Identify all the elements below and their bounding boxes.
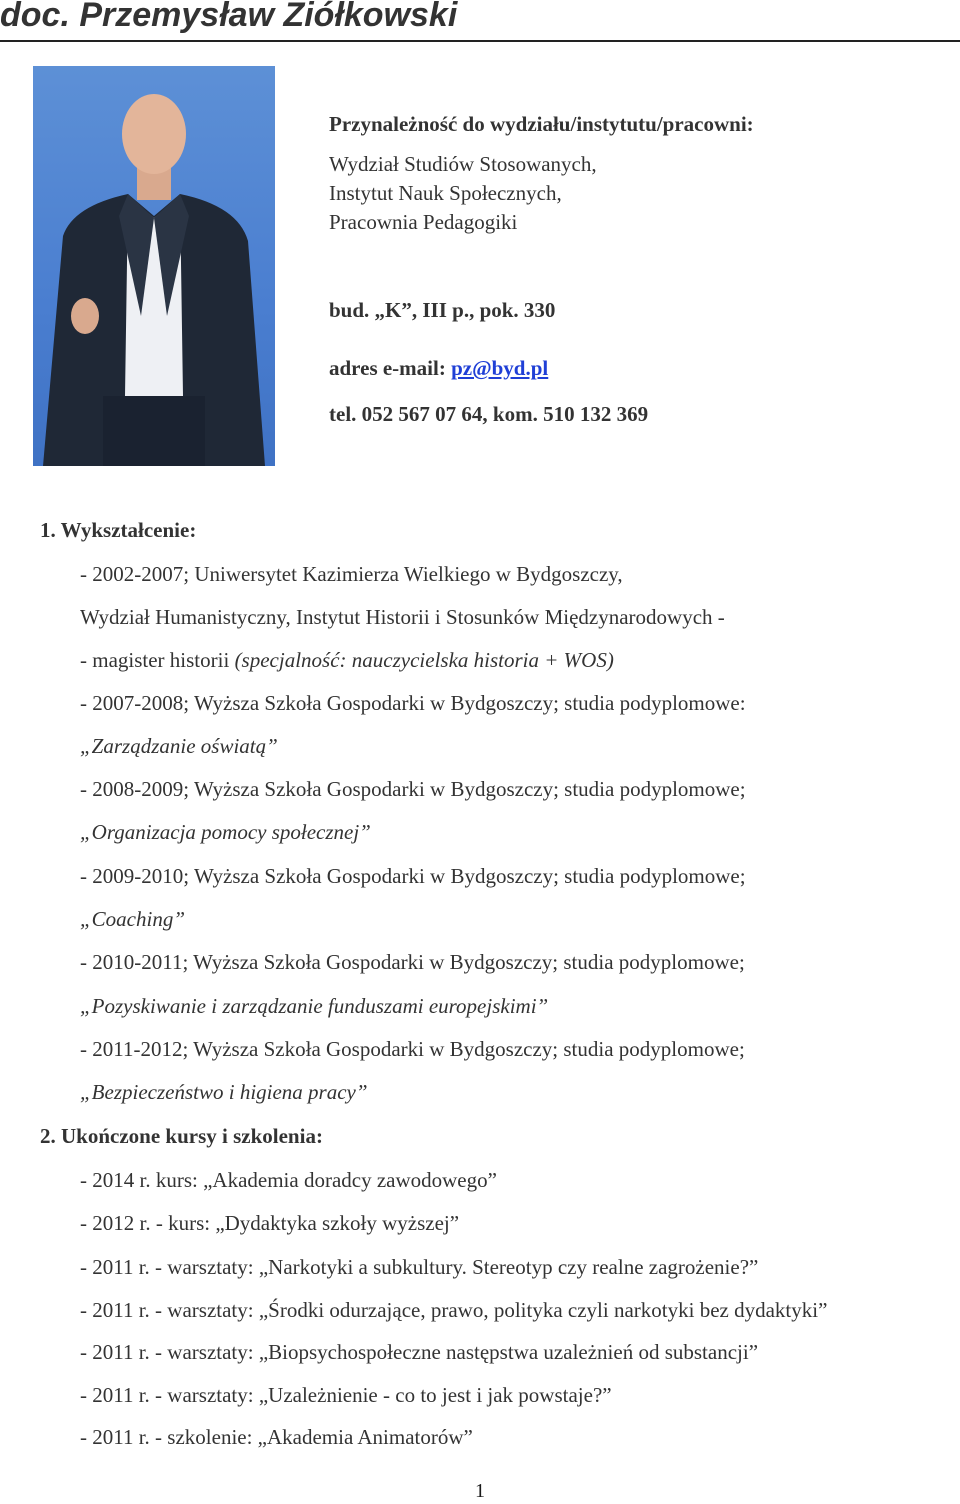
email-link[interactable]: pz@byd.pl — [451, 356, 549, 380]
education-entry-title: „Coaching” — [80, 907, 186, 931]
course-entry: - 2011 r. - warsztaty: „Uzależnienie - co to jest i jak powstaje?” — [80, 1383, 612, 1407]
affiliation-line: Instytut Nauk Społecznych, — [329, 181, 562, 205]
course-entry: - 2011 r. - szkolenie: „Akademia Animatorów” — [80, 1425, 473, 1449]
education-entry: Wydział Humanistyczny, Instytut Historii i Stosunków Międzynarodowych - — [80, 605, 725, 629]
education-entry: - 2008-2009; Wyższa Szkoła Gospodarki w Bydgoszczy; studia podyplomowe; — [80, 777, 746, 801]
education-entry: - 2010-2011; Wyższa Szkoła Gospodarki w Bydgoszczy; studia podyplomowe; — [80, 950, 745, 974]
education-entry: - 2002-2007; Uniwersytet Kazimierza Wielkiego w Bydgoszczy, — [80, 562, 623, 586]
portrait-photo — [33, 66, 275, 466]
education-heading: 1. Wykształcenie: — [40, 518, 197, 542]
email-row — [329, 356, 548, 381]
phone-info: tel. 052 567 07 64, kom. 510 132 369 — [329, 402, 649, 426]
education-entry: - 2011-2012; Wyższa Szkoła Gospodarki w Bydgoszczy; studia podyplomowe; — [80, 1037, 745, 1061]
email-label: adres e-mail: — [329, 356, 452, 380]
course-entry: - 2011 r. - warsztaty: „Środki odurzające, prawo, polityka czyli narkotyki bez dydaktyki” — [80, 1298, 828, 1322]
course-entry: - 2014 r. kurs: „Akademia doradcy zawodowego” — [80, 1168, 497, 1192]
course-entry: - 2011 r. - warsztaty: „Narkotyki a subkultury. Stereotyp czy realne zagrożenie?” — [80, 1255, 759, 1279]
education-entry: - 2009-2010; Wyższa Szkoła Gospodarki w Bydgoszczy; studia podyplomowe; — [80, 864, 746, 888]
education-entry-specialty: (specjalność: nauczycielska historia + WOS) — [234, 648, 614, 672]
education-entry: - 2007-2008; Wyższa Szkoła Gospodarki w Bydgoszczy; studia podyplomowe: — [80, 691, 746, 715]
course-entry: - 2012 r. - kurs: „Dydaktyka szkoły wyższej” — [80, 1211, 460, 1235]
courses-heading: 2. Ukończone kursy i szkolenia: — [40, 1124, 323, 1148]
education-entry — [80, 648, 614, 673]
page-number: 1 — [475, 1480, 485, 1502]
education-entry-title: „Zarządzanie oświatą” — [80, 734, 278, 758]
affiliation-line: Pracownia Pedagogiki — [329, 210, 518, 234]
education-entry-title: „Bezpieczeństwo i higiena pracy” — [80, 1080, 368, 1104]
portrait-illustration — [33, 66, 275, 466]
building-info: bud. „K”, III p., pok. 330 — [329, 298, 556, 322]
page-title: doc. Przemysław Ziółkowski — [0, 0, 458, 34]
affiliation-heading: Przynależność do wydziału/instytutu/pracowni: — [329, 112, 754, 136]
course-entry: - 2011 r. - warsztaty: „Biopsychospołeczne następstwa uzależnień od substancji” — [80, 1340, 759, 1364]
title-divider — [0, 40, 960, 42]
education-entry-text: - magister historii — [80, 648, 235, 672]
education-entry-title: „Organizacja pomocy społecznej” — [80, 820, 371, 844]
education-entry-title: „Pozyskiwanie i zarządzanie funduszami europejskimi” — [80, 994, 549, 1018]
affiliation-line: Wydział Studiów Stosowanych, — [329, 152, 597, 176]
